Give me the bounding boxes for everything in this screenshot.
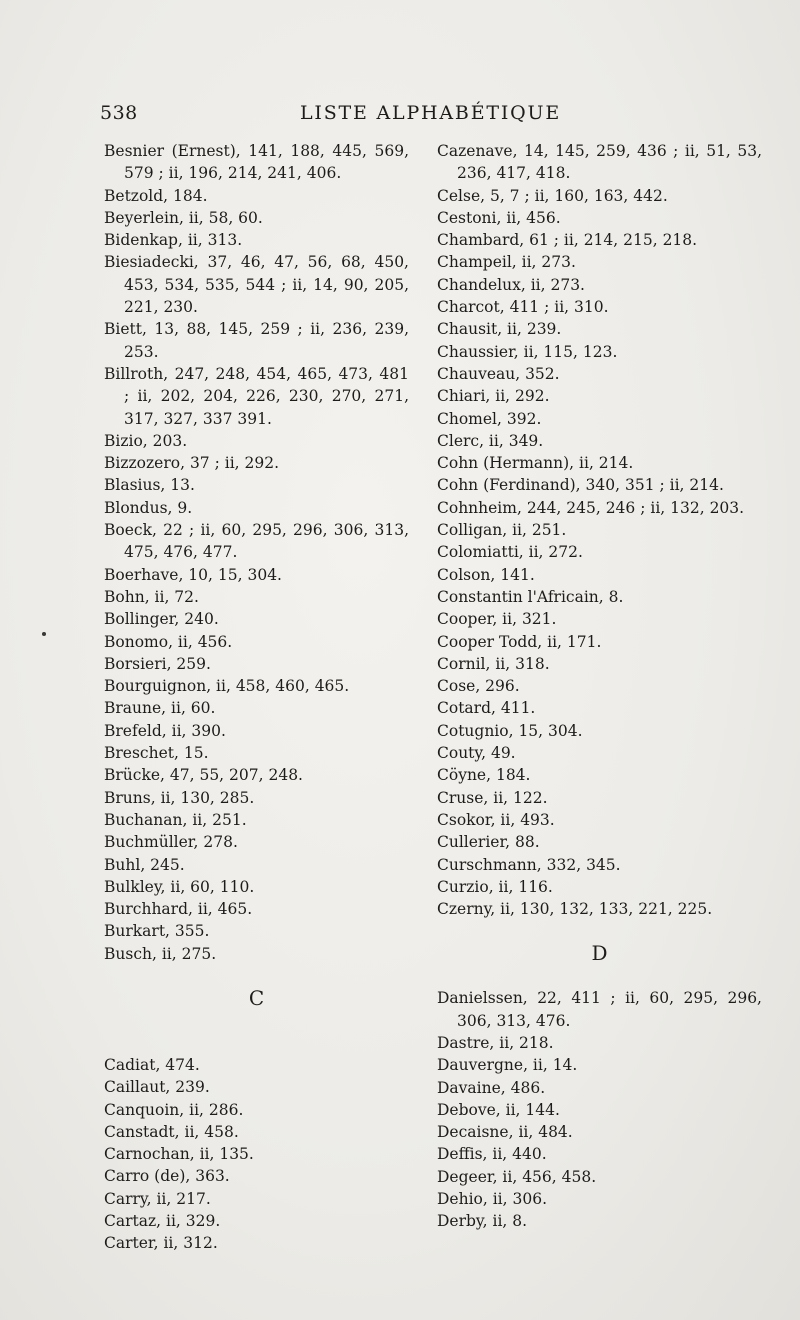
- section-letter-c: C: [248, 985, 265, 1010]
- index-entry: Bidenkap, ii, 313.: [104, 231, 243, 250]
- left-column: [104, 140, 409, 1255]
- entries-c-list: [104, 1054, 409, 1255]
- index-entry: Celse, 5, 7 ; ii, 160, 163, 442.: [437, 186, 668, 205]
- index-entry: Bourguignon, ii, 458, 460, 465.: [104, 677, 350, 696]
- index-entry: Cotugnio, 15, 304.: [437, 721, 583, 740]
- index-entry: Czerny, ii, 130, 132, 133, 221, 225.: [437, 900, 713, 919]
- index-entry: Brücke, 47, 55, 207, 248.: [104, 766, 303, 785]
- index-entry: Brefeld, ii, 390.: [104, 721, 226, 740]
- index-entry: Bulkley, ii, 60, 110.: [104, 877, 255, 896]
- index-entry: Besnier (Ernest), 141, 188, 445, 569, 579 ; ii, 196, 214, 241, 406.: [104, 142, 409, 183]
- index-entry: Blondus, 9.: [104, 498, 193, 517]
- index-entry: Buchmüller, 278.: [104, 833, 238, 852]
- index-entry: Canstadt, ii, 458.: [104, 1122, 239, 1141]
- index-entry: Dauvergne, ii, 14.: [437, 1056, 578, 1075]
- index-entry: Carro (de), 363.: [104, 1167, 230, 1186]
- index-entry: Cohnheim, 244, 245, 246 ; ii, 132, 203.: [437, 498, 745, 517]
- index-entry: Chauveau, 352.: [437, 364, 560, 383]
- index-entry: Cotard, 411.: [437, 699, 536, 718]
- index-entry: Csokor, ii, 493.: [437, 810, 555, 829]
- index-entry: Curschmann, 332, 345.: [437, 855, 621, 874]
- index-entry: Braune, ii, 60.: [104, 699, 216, 718]
- index-entry: Chausit, ii, 239.: [437, 320, 562, 339]
- index-entry: Borsieri, 259.: [104, 654, 211, 673]
- index-entry: Cestoni, ii, 456.: [437, 208, 561, 227]
- index-entry: Decaisne, ii, 484.: [437, 1123, 573, 1142]
- page-header: [100, 100, 710, 130]
- index-entry: Bohn, ii, 72.: [104, 587, 199, 606]
- section-letter-d: D: [591, 941, 608, 966]
- index-entry: Cadiat, 474.: [104, 1055, 200, 1074]
- index-entry: Curzio, ii, 116.: [437, 877, 553, 896]
- ink-speck: [42, 632, 46, 636]
- index-entry: Chiari, ii, 292.: [437, 387, 550, 406]
- index-entry: Buhl, 245.: [104, 855, 185, 874]
- index-entry: Busch, ii, 275.: [104, 944, 217, 963]
- index-entry: Deffis, ii, 440.: [437, 1145, 547, 1164]
- index-entry: Cohn (Hermann), ii, 214.: [437, 454, 634, 473]
- right-column: [437, 140, 762, 1233]
- index-entry: Beyerlein, ii, 58, 60.: [104, 208, 263, 227]
- page-number: 538: [100, 102, 138, 124]
- index-entry: Billroth, 247, 248, 454, 465, 473, 481 ; ii, 202, 204, 226, 230, 270, 271, 317, 327, 337 391.: [104, 364, 409, 428]
- index-entry: Danielssen, 22, 411 ; ii, 60, 295, 296, 306, 313, 476.: [437, 989, 762, 1030]
- index-entry: Cöyne, 184.: [437, 766, 531, 785]
- index-entry: Carry, ii, 217.: [104, 1189, 211, 1208]
- index-entry: Colson, 141.: [437, 565, 535, 584]
- index-entry: Cruse, ii, 122.: [437, 788, 548, 807]
- index-entry: Breschet, 15.: [104, 744, 209, 763]
- index-entry: Bizzozero, 37 ; ii, 292.: [104, 454, 280, 473]
- index-entry: Boeck, 22 ; ii, 60, 295, 296, 306, 313, 475, 476, 477.: [104, 521, 409, 562]
- index-entry: Bruns, ii, 130, 285.: [104, 788, 255, 807]
- index-entry: Chaussier, ii, 115, 123.: [437, 342, 618, 361]
- index-entry: Caillaut, 239.: [104, 1078, 210, 1097]
- index-entry: Cazenave, 14, 145, 259, 436 ; ii, 51, 53, 236, 417, 418.: [437, 142, 762, 183]
- index-entry: Constantin l'Africain, 8.: [437, 587, 624, 606]
- index-entry: Debove, ii, 144.: [437, 1100, 560, 1119]
- index-entry: Davaine, 486.: [437, 1078, 546, 1097]
- index-entry: Burkart, 355.: [104, 922, 210, 941]
- index-entry: Buchanan, ii, 251.: [104, 810, 247, 829]
- index-entry: Cartaz, ii, 329.: [104, 1212, 221, 1231]
- index-entry: Cohn (Ferdinand), 340, 351 ; ii, 214.: [437, 476, 724, 495]
- index-entry: Champeil, ii, 273.: [437, 253, 576, 272]
- index-entry: Burchhard, ii, 465.: [104, 900, 253, 919]
- index-entry: Canquoin, ii, 286.: [104, 1100, 244, 1119]
- index-entry: Bonomo, ii, 456.: [104, 632, 233, 651]
- index-entry: Chandelux, ii, 273.: [437, 275, 585, 294]
- index-entry: Cullerier, 88.: [437, 833, 540, 852]
- index-entry: Chomel, 392.: [437, 409, 542, 428]
- index-entry: Dastre, ii, 218.: [437, 1033, 554, 1052]
- entries-d-list: [437, 987, 762, 1232]
- index-entry: Blasius, 13.: [104, 476, 195, 495]
- index-entry: Bollinger, 240.: [104, 610, 219, 629]
- index-entry: Charcot, 411 ; ii, 310.: [437, 298, 609, 317]
- running-title: LISTE ALPHABÉTIQUE: [300, 102, 562, 124]
- index-entry: Colligan, ii, 251.: [437, 521, 567, 540]
- index-entry: Colomiatti, ii, 272.: [437, 543, 583, 562]
- index-entry: Derby, ii, 8.: [437, 1212, 528, 1231]
- index-entry: Cooper Todd, ii, 171.: [437, 632, 602, 651]
- index-entry: Chambard, 61 ; ii, 214, 215, 218.: [437, 231, 698, 250]
- index-entry: Boerhave, 10, 15, 304.: [104, 565, 282, 584]
- index-entry: Biesiadecki, 37, 46, 47, 56, 68, 450, 453, 534, 535, 544 ; ii, 14, 90, 205, 221, 230.: [104, 253, 409, 317]
- entries-b-list: [104, 140, 409, 965]
- index-entry: Cooper, ii, 321.: [437, 610, 557, 629]
- index-entry: Betzold, 184.: [104, 186, 208, 205]
- index-entry: Cornil, ii, 318.: [437, 654, 550, 673]
- index-entry: Couty, 49.: [437, 744, 516, 763]
- index-entry: Bizio, 203.: [104, 431, 188, 450]
- index-entry: Dehio, ii, 306.: [437, 1190, 548, 1209]
- index-entry: Biett, 13, 88, 145, 259 ; ii, 236, 239, 253.: [104, 320, 409, 361]
- index-entry: Cose, 296.: [437, 677, 520, 696]
- index-entry: Carter, ii, 312.: [104, 1234, 218, 1253]
- index-entry: Carnochan, ii, 135.: [104, 1145, 254, 1164]
- index-entry: Degeer, ii, 456, 458.: [437, 1167, 597, 1186]
- index-entry: Clerc, ii, 349.: [437, 431, 544, 450]
- entries-c-list-continued: [437, 140, 762, 920]
